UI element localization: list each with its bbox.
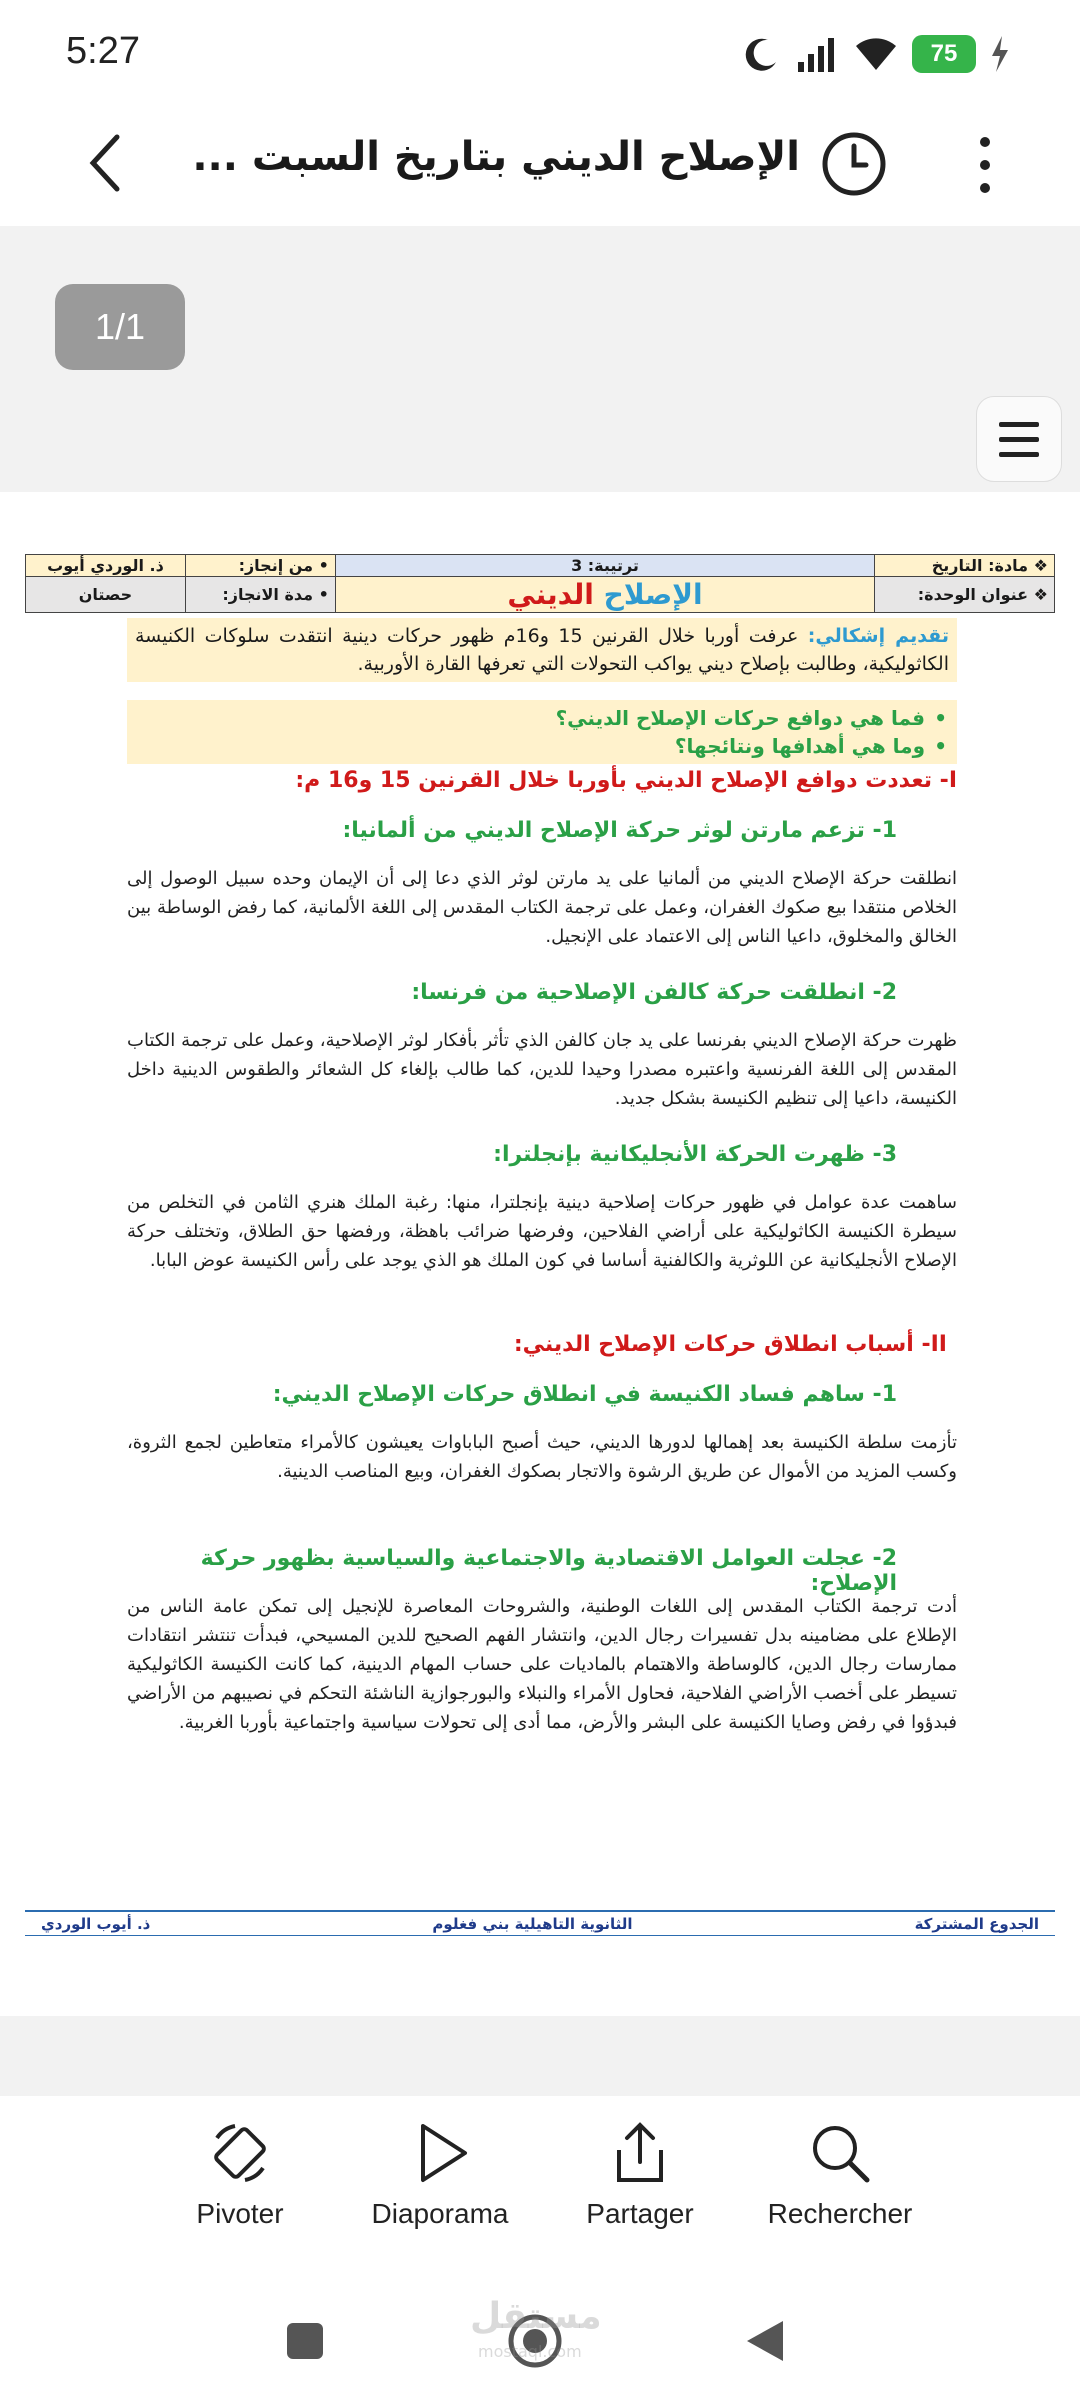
slideshow-label: Diaporama [371, 2198, 509, 2229]
rotate-icon [205, 2118, 275, 2188]
question-item: • وما هي أهدافها ونتائجها؟ [135, 732, 925, 760]
problem-label: تقديم إشكالي: [807, 625, 949, 647]
rotate-label: Pivoter [196, 2198, 284, 2229]
wifi-icon [854, 34, 898, 74]
search-button[interactable] [740, 2096, 940, 2276]
moon-icon [742, 34, 782, 74]
signal-icon [796, 34, 840, 74]
history-button[interactable] [820, 130, 888, 198]
search-label: Rechercher [767, 2198, 913, 2229]
battery-level: 75 [930, 40, 958, 67]
order-cell [335, 555, 874, 577]
recents-button[interactable] [270, 2306, 340, 2376]
sub2-heading: 2- انطلقت حركة كالفن الإصلاحية من فرنسا: [411, 980, 897, 1005]
sub5-text: أدت ترجمة الكتاب المقدس إلى اللغات الوطنية، والشروحات المعاصرة للإنجيل إلى تمكن عامة الناس من الإطلاع على مضامينه بدل تفسيرات رجال الدين، وانتشار الفهم الصحيح للدين المسيحي، فبدأت تنتشر انتقادات ممارسات رجال الدين، كالوساطة والاهتمام بالماديات على حساب المهام الدينية، كما كانت الكنيسة الكاثوليكية تسيطر على أخصب الأراضي الفلاحية، فحاول الأمراء والنبلاء والبورجوازية الناشئة التحكم في نصيبهم من الأراضي فبدؤوا في رفض وصايا الكنيسة على البشر والأرض، مما أدى إلى تحولات سياسية واجتماعية بأوربا الغربية. [127, 1596, 957, 1733]
watermark-url: mostaql.com [478, 2342, 582, 2361]
document-page [0, 492, 1080, 2016]
footer-left: ذ. أيوب الوردي [41, 1914, 151, 1933]
back-triangle-icon [743, 2317, 787, 2365]
document-footer [25, 1910, 1055, 1936]
menu-button[interactable] [976, 396, 1062, 482]
author-value-cell [26, 555, 186, 577]
share-icon [605, 2118, 675, 2188]
sub1-text: انطلقت حركة الإصلاح الديني من ألمانيا على يد مارتن لوثر الذي دعا إلى أن الإيمان وحده سبيل الوصول إلى الخلاص منتقدا بيع صكوك الغفران، وعمل على ترجمة الكتاب المقدس إلى اللغة الألمانية، كما رفض الوساطة بين الخالق والمخلوق، داعيا الناس إلى الاعتماد على الإنجيل. [127, 868, 957, 947]
footer-right: الجدوع المشتركة [914, 1914, 1039, 1933]
unit-title-cell [335, 577, 874, 613]
unit-title-part2: الديني [507, 578, 594, 611]
share-button[interactable] [540, 2096, 740, 2276]
system-nav-bar [0, 2276, 1080, 2400]
order-label: ترتيبة: 3 [571, 556, 639, 575]
slideshow-button[interactable] [340, 2096, 540, 2276]
page-counter: 1/1 [55, 284, 185, 370]
sub2-text: ظهرت حركة الإصلاح الديني بفرنسا على يد جان كالفن الذي تأثر بأفكار لوثر الإصلاحية، وعمل على ترجمة الكتاب المقدس إلى اللغة الفرنسية واعتبره مصدرا وحيدا للدين، كما طالب بإلغاء كل الشعائر والطقوس الدينية داخل الكنيسة، داعيا إلى تنظيم الكنيسة بشكل جديد. [127, 1030, 957, 1109]
unit-label: عنوان الوحدة: [917, 585, 1029, 604]
back-button[interactable] [70, 128, 140, 198]
status-icons [742, 30, 1010, 78]
subject-cell: ❖ مادة: التاريخ [875, 555, 1055, 577]
author-label: من إنجاز: [238, 556, 314, 575]
duration-label-cell: • مدة الانجاز: [185, 577, 335, 613]
status-bar [0, 0, 1080, 100]
battery-icon [912, 35, 976, 73]
section1-heading: I- تعددت دوافع الإصلاح الديني بأوربا خلال القرنين 15 و16 م: [295, 768, 957, 793]
unit-title-part1: الإصلاح [603, 578, 703, 611]
document-viewer[interactable] [0, 226, 1080, 2096]
hamburger-line [999, 452, 1039, 457]
hamburger-icon [999, 422, 1039, 427]
charging-icon [990, 34, 1010, 74]
sub3-heading: 3- ظهرت الحركة الأنجليكانية بإنجلترا: [493, 1142, 897, 1167]
hamburger-line [999, 437, 1039, 442]
sub1-heading: 1- تزعم مارتن لوثر حركة الإصلاح الديني من ألمانيا: [342, 818, 897, 843]
rotate-button[interactable] [140, 2096, 340, 2276]
duration-value: حصتان [78, 585, 133, 604]
sub4-text: تأزمت سلطة الكنيسة بعد إهمالها لدورها الديني، حيث أصبح الباباوات يعيشون كالأمراء متعاطين لجمع الثروة، وكسب المزيد من الأموال عن طريق الرشوة والاتجار بصكوك الغفران، وبيع المناصب الدينية. [127, 1432, 957, 1482]
clock-icon [820, 130, 888, 198]
problem-text: عرفت أوربا خلال القرنين 15 و16م ظهور حركات دينية انتقدت سلوكات الكنيسة الكاثوليكية، وطالبت بإصلاح ديني يواكب التحولات التي تعرفها القارة الأوربية. [135, 625, 949, 675]
app-bar [0, 100, 1080, 226]
problem-statement [127, 618, 957, 682]
document-title: الإصلاح الديني بتاريخ السبت ... [192, 134, 800, 180]
search-icon [805, 2118, 875, 2188]
duration-label: مدة الانجاز: [222, 585, 314, 604]
unit-label-cell: ❖ عنوان الوحدة: [875, 577, 1055, 613]
question-item: • فما هي دوافع حركات الإصلاح الديني؟ [135, 704, 925, 732]
status-time: 5:27 [66, 30, 140, 72]
duration-value-cell [26, 577, 186, 613]
questions-box [127, 700, 957, 764]
more-options-button[interactable] [960, 130, 1010, 200]
author-value: ذ. الوردي أيوب [47, 556, 164, 575]
back-nav-button[interactable] [730, 2306, 800, 2376]
sub5-heading: 2- عجلت العوامل الاقتصادية والاجتماعية والسياسية بظهور حركة الإصلاح: [200, 1546, 897, 1596]
sub3-text: ساهمت عدة عوامل في ظهور حركات إصلاحية دينية بإنجلترا، منها: رغبة الملك هنري الثامن في التخلص من سيطرة الكنيسة الكاثوليكية على أراضي الفلاحين، وفرضها ضرائب باهظة، ورفضها حق الطلاق، وتختلف حركة الإصلاح الأنجليكانية عن اللوثرية والكالفنية أساسا في كون الملك هو الذي يوجد على رأس الكنيسة عوض البابا. [127, 1192, 957, 1271]
recents-square-icon [283, 2319, 327, 2363]
watermark: مستقل [470, 2296, 602, 2337]
footer-center: الثانوية التاهيلية بني فغلوم [432, 1914, 633, 1933]
play-icon [405, 2118, 475, 2188]
author-label-cell: • من إنجاز: [185, 555, 335, 577]
sub4-heading: 1- ساهم فساد الكنيسة في انطلاق حركات الإصلاح الديني: [272, 1382, 897, 1407]
section2-heading: II- أسباب انطلاق حركات الإصلاح الديني: [513, 1332, 947, 1357]
more-vertical-icon [960, 130, 1010, 200]
chevron-left-icon [85, 133, 125, 193]
info-table [25, 554, 1055, 613]
share-label: Partager [586, 2198, 694, 2229]
bottom-toolbar [0, 2096, 1080, 2276]
subject-label: مادة: التاريخ [931, 556, 1029, 575]
